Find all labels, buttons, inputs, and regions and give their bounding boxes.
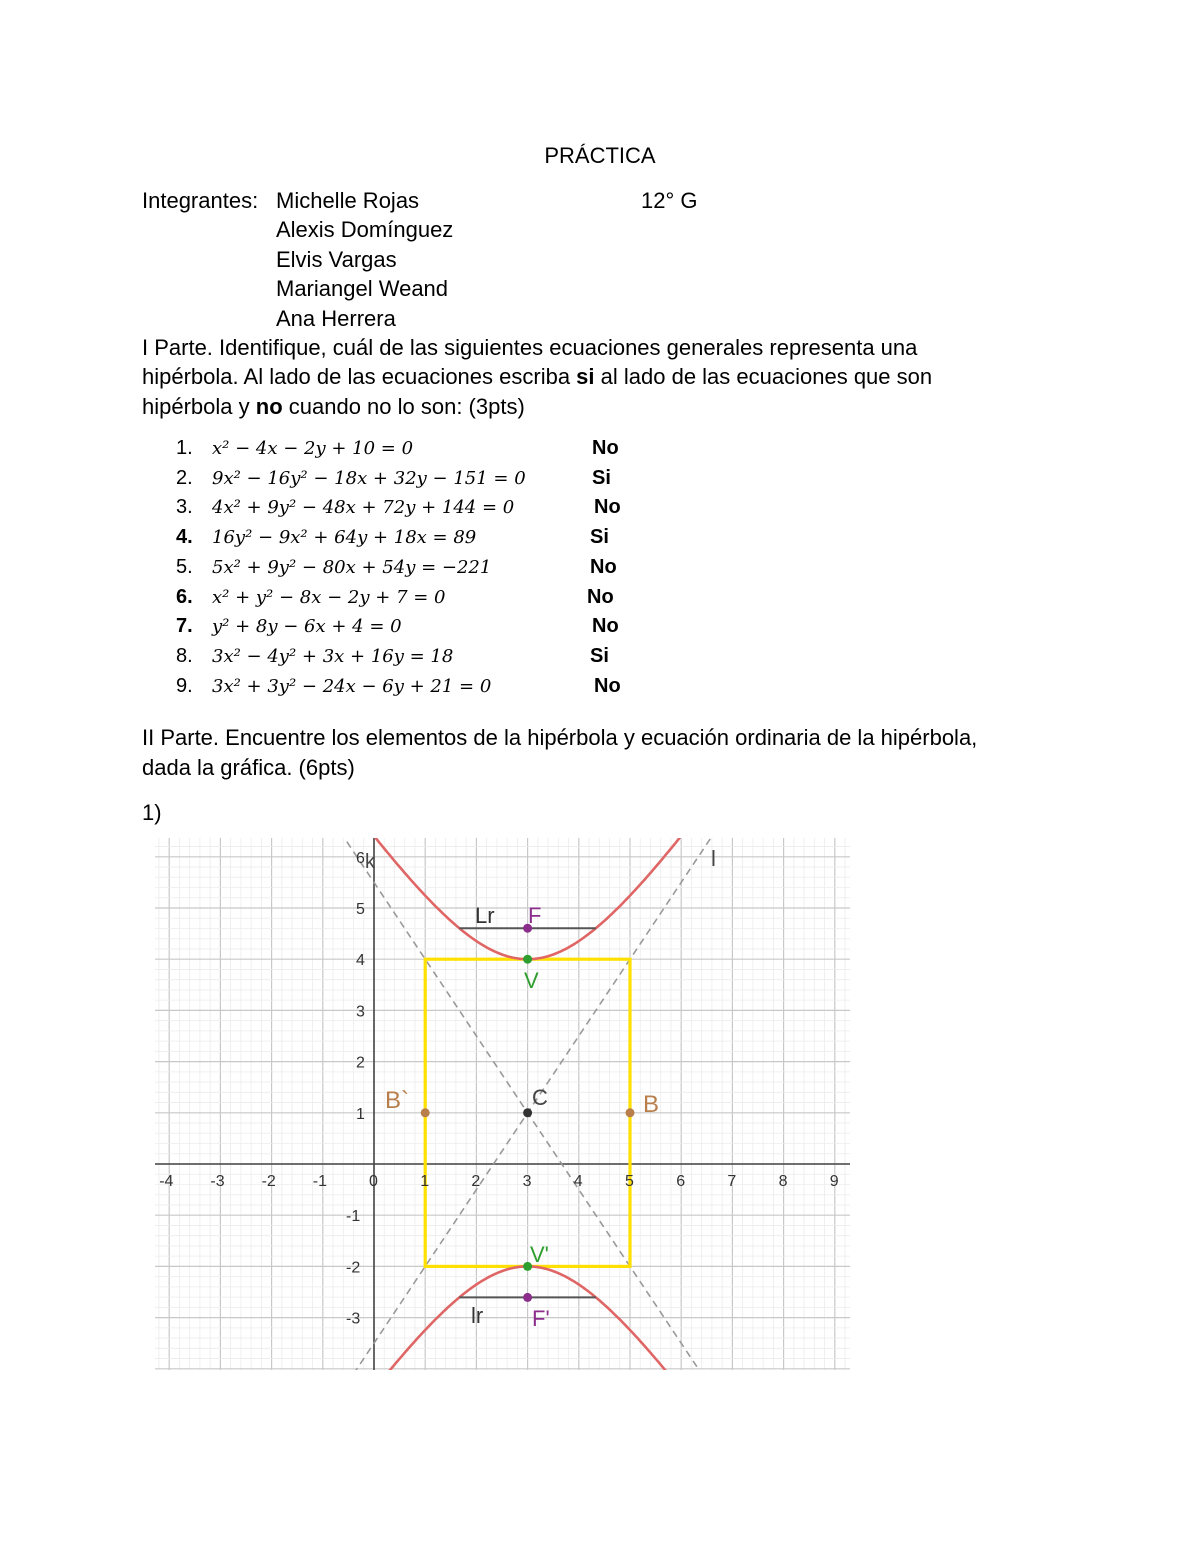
lr-upper-label: Lr: [475, 903, 495, 928]
part2-instructions-line1: II Parte. Encuentre los elementos de la hipérbola y ecuación ordinaria de la hipérbola,: [142, 725, 978, 750]
answer: Si: [590, 645, 609, 667]
equation: x² + y² − 8x − 2y + 7 = 0: [212, 587, 446, 608]
covertex-point: [626, 1108, 635, 1117]
member-5: Ana Herrera: [276, 306, 396, 331]
vertex-upper-label: V: [524, 968, 539, 993]
eq-number: 8.: [176, 645, 193, 667]
hyperbola-graph: [155, 838, 850, 1370]
y-tick-label: 5: [356, 901, 365, 918]
eq-number: 9.: [176, 675, 193, 697]
answer: No: [594, 496, 621, 518]
part2-instructions-line2: dada la gráfica. (6pts): [142, 755, 355, 780]
center-label: C: [532, 1085, 548, 1110]
equation: 3x² + 3y² − 24x − 6y + 21 = 0: [212, 676, 492, 697]
vertex-point: [523, 955, 532, 964]
covertex-left-label: B`: [385, 1087, 409, 1114]
equation: 3x² − 4y² + 3x + 16y = 18: [212, 646, 454, 667]
x-tick-label: -4: [159, 1173, 174, 1190]
equation: y² + 8y − 6x + 4 = 0: [212, 616, 402, 637]
equation: 5x² + 9y² − 80x + 54y = −221: [212, 557, 492, 578]
member-2: Alexis Domínguez: [276, 217, 454, 242]
y-tick-label: -1: [346, 1208, 361, 1226]
member-3: Elvis Vargas: [276, 247, 397, 272]
eq-number: 7.: [176, 615, 193, 637]
asymptote-label: l: [711, 846, 716, 871]
page-title: PRÁCTICA: [544, 143, 656, 168]
answer: No: [592, 437, 619, 459]
members-label: Integrantes:: [142, 188, 259, 213]
y-tick-label: -2: [346, 1259, 361, 1277]
x-tick-label: 5: [625, 1173, 634, 1190]
axes: [155, 838, 850, 1370]
x-tick-label: 7: [727, 1173, 737, 1190]
equation: 4x² + 9y² − 48x + 72y + 144 = 0: [212, 497, 515, 518]
x-tick-label: 1: [420, 1173, 430, 1190]
part1-instructions-line3: hipérbola y no cuando no lo son: (3pts): [142, 394, 525, 419]
grid: [155, 838, 850, 1370]
answer: No: [587, 586, 614, 608]
center-point: [523, 1108, 532, 1117]
equation: 9x² − 16y² − 18x + 32y − 151 = 0: [212, 468, 526, 489]
eq-number: 4.: [176, 526, 193, 548]
eq-number: 1.: [176, 437, 193, 459]
equation: 16y² − 9x² + 64y + 18x = 89: [212, 527, 477, 548]
answer: No: [594, 675, 621, 697]
y-tick-label: 3: [356, 1003, 365, 1021]
focus-upper-label: F: [528, 903, 542, 928]
part1-instructions-line1: I Parte. Identifique, cuál de las siguientes ecuaciones generales representa una: [142, 335, 918, 360]
answer: Si: [590, 526, 609, 548]
y-tick-label: -3: [346, 1310, 361, 1328]
eq-number: 2.: [176, 467, 193, 489]
x-tick-label: -1: [312, 1173, 328, 1190]
question-number: 1): [142, 800, 162, 825]
lr-lower-label: lr: [471, 1303, 484, 1328]
member-1: Michelle Rojas: [276, 188, 420, 213]
vertex-lower-label: V': [530, 1242, 549, 1267]
answer: No: [590, 556, 617, 578]
covertex-point: [421, 1108, 430, 1117]
eq-number: 6.: [176, 586, 193, 608]
axis-y-label: k: [365, 851, 375, 873]
answer: No: [592, 615, 619, 637]
focus-point: [523, 1293, 532, 1302]
x-tick-label: 9: [829, 1173, 839, 1190]
focus-lower-label: F': [532, 1306, 550, 1331]
y-tick-label: 6: [356, 849, 365, 867]
x-tick-label: -3: [210, 1173, 225, 1190]
x-tick-label: 3: [522, 1173, 532, 1190]
member-4: Mariangel Weand: [276, 276, 449, 301]
y-tick-label: 1: [356, 1105, 365, 1123]
section-label: 12° G: [641, 188, 698, 213]
y-tick-label: 4: [356, 952, 365, 970]
eq-number: 3.: [176, 496, 193, 518]
x-tick-label: -2: [261, 1173, 276, 1190]
equation: x² − 4x − 2y + 10 = 0: [212, 438, 414, 459]
x-tick-label: 6: [676, 1173, 686, 1190]
x-tick-label: 8: [778, 1173, 788, 1190]
eq-number: 5.: [176, 556, 193, 578]
part1-instructions-line2: hipérbola. Al lado de las ecuaciones escriba si al lado de las ecuaciones que son: [142, 364, 933, 389]
y-tick-label: 2: [356, 1054, 365, 1072]
answer: Si: [592, 467, 611, 489]
covertex-right-label: B: [643, 1091, 660, 1118]
x-tick-label: 2: [471, 1173, 481, 1190]
x-tick-label: 0: [369, 1173, 378, 1190]
x-tick-label: 4: [573, 1173, 583, 1190]
